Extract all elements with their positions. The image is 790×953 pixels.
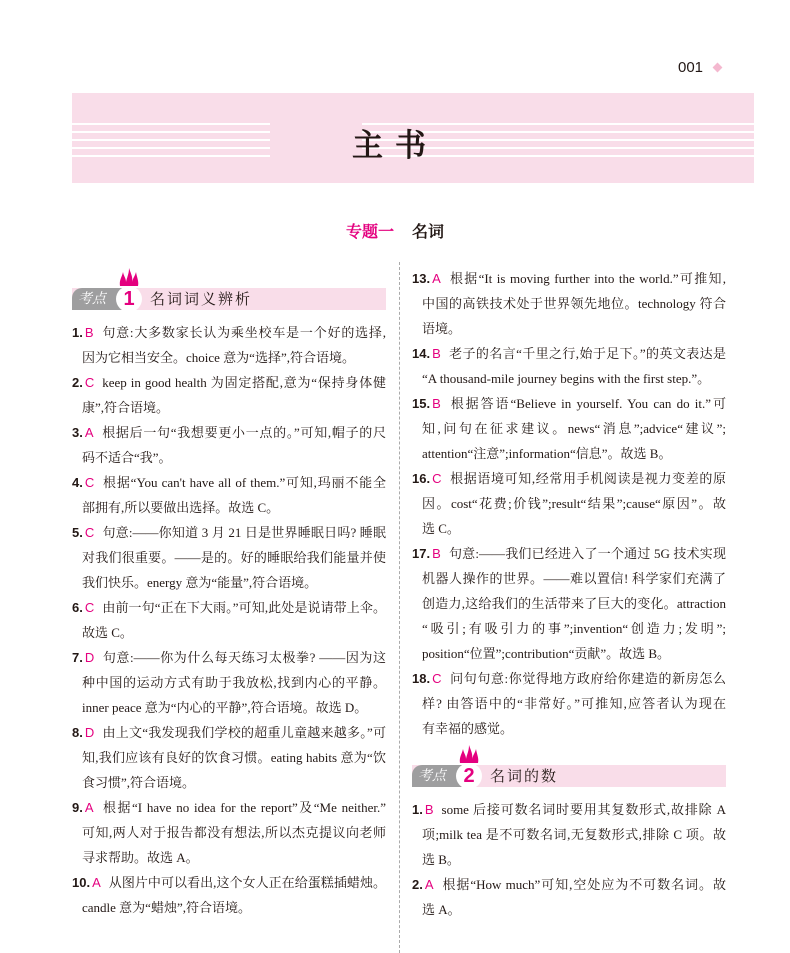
answer-letter: A	[92, 875, 101, 890]
answer-line	[412, 666, 726, 691]
section-tag: 考点	[412, 765, 472, 787]
answer-line	[412, 291, 726, 316]
item-number: 3.	[72, 425, 83, 440]
answer-line	[412, 566, 726, 591]
answer-line	[72, 745, 386, 770]
item-number: 2.	[72, 375, 83, 390]
answer-item	[72, 520, 386, 595]
answer-letter: C	[84, 600, 95, 615]
item-number: 10.	[72, 875, 91, 890]
answer-line	[412, 391, 726, 416]
section-title: 名词的数	[490, 767, 559, 785]
explanation-text: 选 B。	[422, 852, 460, 867]
explanation-text: 故选 C。	[82, 625, 133, 640]
diamond-icon	[713, 63, 723, 73]
explanation-text: 码不适合“我”。	[82, 450, 172, 465]
item-number: 17.	[412, 546, 431, 561]
answer-line	[412, 366, 726, 391]
answer-line	[412, 897, 726, 922]
item-number: 15.	[412, 396, 431, 411]
explanation-text: candle 意为“蜡烛”,符合语境。	[82, 900, 251, 915]
answer-line	[412, 516, 726, 541]
item-number: 5.	[72, 525, 83, 540]
item-number: 13.	[412, 271, 431, 286]
explanation-text: 由上文“我发现我们学校的超重儿童越来越多。”可	[102, 725, 386, 740]
answer-line	[72, 595, 386, 620]
answer-item	[412, 341, 726, 391]
answer-letter: C	[432, 471, 442, 486]
explanation-text: “A thousand-mile journey begins with the first step.”。	[422, 371, 711, 386]
answer-item	[72, 795, 386, 870]
answer-line	[72, 545, 386, 570]
banner-title: 主书	[352, 128, 438, 164]
explanation-text: 因为它相当安全。choice 意为“选择”,符合语境。	[82, 350, 355, 365]
explanation-text: 问句句意:你觉得地方政府给你建造的新房怎么	[449, 671, 726, 686]
explanation-text: 从图片中可以看出,这个女人正在给蛋糕插蜡烛。	[108, 875, 386, 890]
answer-line	[412, 491, 726, 516]
section-number: 1	[116, 286, 142, 312]
answer-line	[412, 466, 726, 491]
item-number: 9.	[72, 800, 83, 815]
answer-item	[72, 320, 386, 370]
section-tag: 考点	[72, 288, 132, 310]
answer-line	[412, 716, 726, 741]
answer-item	[72, 420, 386, 470]
answer-line	[412, 316, 726, 341]
answer-line	[412, 847, 726, 872]
topic-name: 名词	[412, 222, 445, 241]
answer-line	[72, 370, 386, 395]
answer-item	[72, 720, 386, 795]
item-number: 14.	[412, 346, 431, 361]
explanation-text: 部拥有,所以要做出选择。故选 C。	[82, 500, 280, 515]
answer-letter: B	[84, 325, 94, 340]
answer-line	[72, 520, 386, 545]
answer-line	[412, 341, 726, 366]
answer-item	[412, 466, 726, 541]
explanation-text: 知,问句在征求建议。news“消息”;advice“建议”;	[422, 421, 726, 436]
answer-letter: B	[432, 546, 441, 561]
explanation-text: “吸引;有吸引力的事”;invention“创造力;发明”;	[422, 621, 726, 636]
flame-icon	[458, 745, 480, 763]
answer-line	[412, 416, 726, 441]
answer-line	[72, 645, 386, 670]
answer-line	[412, 541, 726, 566]
explanation-text: attention“注意”;information“信息”。故选 B。	[422, 446, 672, 461]
explanation-text: 种中国的运动方式有助于我放松,找到内心的平静。	[82, 675, 386, 690]
explanation-text: 中国的高铁技术处于世界领先地位。technology 符合	[422, 296, 726, 311]
answer-letter: B	[432, 346, 441, 361]
answer-item	[72, 595, 386, 645]
answer-item	[412, 666, 726, 741]
answer-letter: D	[84, 725, 95, 740]
answer-line	[72, 695, 386, 720]
answer-item	[72, 645, 386, 720]
answer-line	[72, 570, 386, 595]
item-number: 6.	[72, 600, 83, 615]
explanation-text: 根据“I have no idea for the report”及“Me neither.”	[101, 800, 386, 815]
section-header-1	[72, 288, 386, 310]
explanation-text: 我们快乐。energy 意为“能量”,符合语境。	[82, 575, 318, 590]
explanation-text: 根据“You can't have all of them.”可知,玛丽不能全	[102, 475, 386, 490]
answer-item	[412, 391, 726, 466]
explanation-text: 项;milk tea 是不可数名词,无复数形式,排除 C 项。故	[422, 827, 726, 842]
explanation-text: 句意:——我们已经进入了一个通过 5G 技术实现	[448, 546, 726, 561]
answer-line	[72, 870, 386, 895]
answer-line	[72, 395, 386, 420]
answer-line	[72, 670, 386, 695]
explanation-text: 语境。	[422, 321, 462, 336]
answer-line	[72, 795, 386, 820]
answer-line	[412, 641, 726, 666]
answer-item	[72, 370, 386, 420]
answer-line	[412, 797, 726, 822]
answer-item	[412, 872, 726, 922]
explanation-text: 根据后一句“我想要更小一点的。”可知,帽子的尺	[101, 425, 386, 440]
answer-letter: A	[424, 877, 434, 892]
page-number: 001	[678, 59, 704, 76]
answer-line	[72, 720, 386, 745]
explanation-text: 根据答语“Believe in yourself. You can do it.”可	[448, 396, 726, 411]
explanation-text: 寻求帮助。故选 A。	[82, 850, 199, 865]
flame-icon	[118, 268, 140, 286]
explanation-text: 根据语境可知,经常用手机阅读是视力变差的原	[449, 471, 726, 486]
item-number: 8.	[72, 725, 83, 740]
explanation-text: 创造力,这给我们的生活带来了巨大的变化。attraction	[422, 596, 726, 611]
answer-line	[412, 266, 726, 291]
explanation-text: position“位置”;contribution“贡献”。故选 B。	[422, 646, 671, 661]
explanation-text: inner peace 意为“内心的平静”,符合语境。故选 D。	[82, 700, 368, 715]
answer-line	[72, 770, 386, 795]
answer-letter: A	[84, 800, 94, 815]
answer-line	[72, 320, 386, 345]
item-number: 1.	[72, 325, 83, 340]
explanation-text: 由前一句“正在下大雨。”可知,此处是说请带上伞。	[102, 600, 386, 615]
explanation-text: 可知,两人对于报告都没有想法,所以杰克提议向老师	[82, 825, 386, 840]
explanation-text: 根据“It is moving further into the world.”可推知,	[448, 271, 726, 286]
explanation-text: 句意:——你为什么每天练习太极拳? ——因为这	[102, 650, 386, 665]
topic-label: 专题一	[345, 222, 394, 241]
answer-item	[72, 470, 386, 520]
explanation-text: 句意:大多数家长认为乘坐校车是一个好的选择,	[101, 325, 386, 340]
item-number: 4.	[72, 475, 83, 490]
explanation-text: 有幸福的感觉。	[422, 721, 514, 736]
explanation-text: 样? 由答语中的“非常好。”可推知,应答者认为现在	[422, 696, 726, 711]
answer-letter: A	[84, 425, 94, 440]
item-number: 7.	[72, 650, 83, 665]
answer-line	[72, 345, 386, 370]
section-title: 名词词义辨析	[150, 290, 253, 308]
item-number: 18.	[412, 671, 431, 686]
answer-line	[412, 872, 726, 897]
item-number: 1.	[412, 802, 423, 817]
answer-item	[72, 870, 386, 920]
answer-line	[72, 470, 386, 495]
answer-item	[412, 541, 726, 666]
answer-line	[72, 495, 386, 520]
answer-letter: C	[84, 475, 95, 490]
right-column	[412, 266, 726, 922]
section-header-2	[412, 765, 726, 787]
answer-line	[72, 445, 386, 470]
answer-line	[72, 420, 386, 445]
answer-line	[72, 845, 386, 870]
answer-letter: A	[432, 271, 441, 286]
column-divider	[399, 262, 400, 953]
explanation-text: 选 C。	[422, 521, 460, 536]
explanation-text: 因。cost“花费;价钱”;result“结果”;cause“原因”。故	[422, 496, 726, 511]
answer-letter: B	[424, 802, 434, 817]
answer-item	[412, 266, 726, 341]
answer-line	[412, 822, 726, 847]
item-number: 16.	[412, 471, 431, 486]
topic-heading	[0, 219, 790, 242]
answer-letter: B	[432, 396, 441, 411]
explanation-text: 机器人操作的世界。——难以置信! 科学家们充满了	[422, 571, 726, 586]
explanation-text: 食习惯”,符合语境。	[82, 775, 196, 790]
explanation-text: 康”,符合语境。	[82, 400, 170, 415]
item-number: 2.	[412, 877, 423, 892]
answer-line	[72, 895, 386, 920]
answer-line	[412, 591, 726, 616]
answer-line	[72, 820, 386, 845]
answer-letter: C	[84, 525, 95, 540]
explanation-text: keep in good health 为固定搭配,意为“保持身体健	[102, 375, 386, 390]
answer-line	[412, 616, 726, 641]
left-column	[72, 282, 386, 920]
explanation-text: some 后接可数名词时要用其复数形式,故排除 A	[441, 802, 726, 817]
answer-line	[72, 620, 386, 645]
answer-item	[412, 797, 726, 872]
answer-line	[412, 441, 726, 466]
answer-letter: C	[84, 375, 95, 390]
explanation-text: 根据“How much”可知,空处应为不可数名词。故	[441, 877, 726, 892]
answer-letter: D	[84, 650, 95, 665]
explanation-text: 老子的名言“千里之行,始于足下。”的英文表达是	[448, 346, 726, 361]
answer-line	[412, 691, 726, 716]
explanation-text: 知,我们应该有良好的饮食习惯。eating habits 意为“饮	[82, 750, 386, 765]
explanation-text: 句意:——你知道 3 月 21 日是世界睡眠日吗? 睡眠	[102, 525, 386, 540]
section-number: 2	[456, 763, 482, 789]
answer-letter: C	[432, 671, 442, 686]
explanation-text: 选 A。	[422, 902, 461, 917]
explanation-text: 对我们很重要。——是的。好的睡眠给我们能量并使	[82, 550, 386, 565]
